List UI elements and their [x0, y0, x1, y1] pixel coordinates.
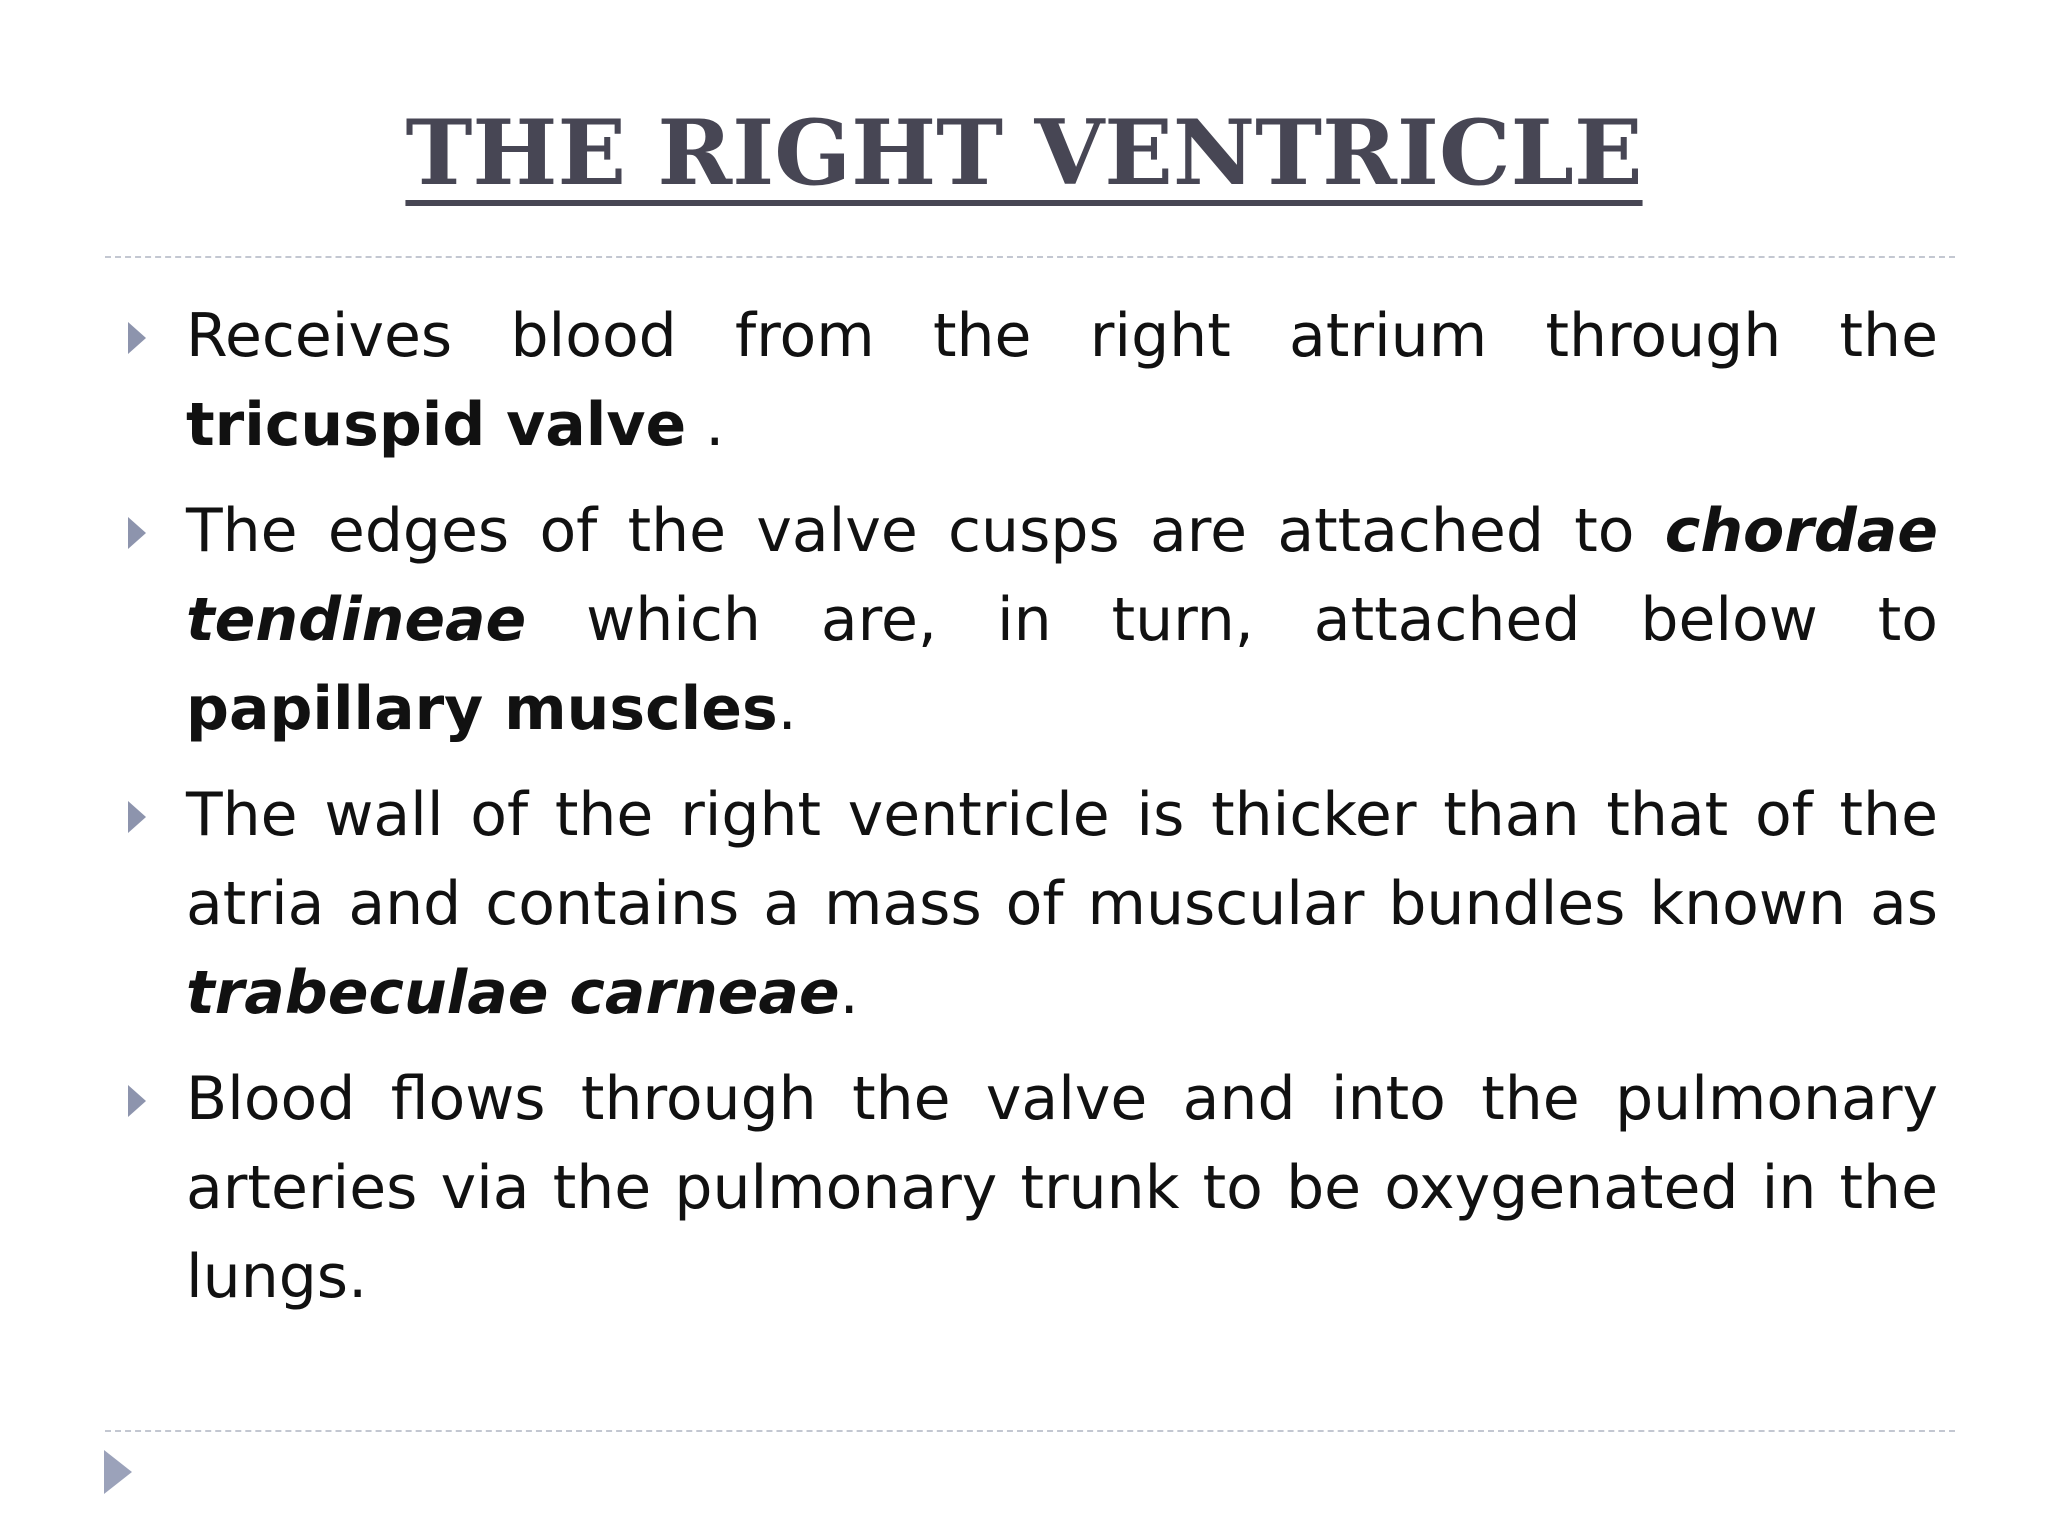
bold-italic-term: trabeculae carneae	[186, 958, 840, 1028]
bold-term: tricuspid valve	[186, 390, 687, 460]
bullet-arrow-icon	[128, 801, 146, 833]
bullet-text: Receives blood from the right atrium through the	[186, 301, 1938, 371]
bottom-divider	[105, 1430, 1955, 1432]
bullet-item	[128, 292, 1938, 470]
bold-term: papillary muscles	[186, 674, 778, 744]
bullet-text: Blood flows through the valve and into the pulmonary arteries via the pulmonary trunk to be oxygenated in the lungs.	[186, 1064, 1938, 1312]
bullet-list	[128, 292, 1938, 1339]
corner-triangle-icon	[104, 1450, 132, 1494]
bold-italic-term: chordae tendineae	[186, 496, 1938, 655]
bullet-arrow-icon	[128, 322, 146, 354]
bullet-text: The wall of the right ventricle is thicker than that of the atria and contains a mass of muscular bundles known as	[186, 780, 1938, 939]
bullet-text: .	[777, 674, 797, 744]
bullet-text: which are, in turn, attached below to	[526, 585, 1938, 655]
bullet-text: .	[839, 958, 859, 1028]
slide-title: THE RIGHT VENTRICLE	[405, 100, 1643, 206]
bullet-text: The edges of the valve cusps are attached to	[186, 496, 1665, 566]
bullet-arrow-icon	[128, 1085, 146, 1117]
bullet-item	[128, 487, 1938, 754]
bullet-item	[128, 771, 1938, 1038]
bullet-arrow-icon	[128, 517, 146, 549]
bullet-item	[128, 1055, 1938, 1322]
bullet-text: .	[686, 390, 725, 460]
top-divider	[105, 256, 1955, 258]
